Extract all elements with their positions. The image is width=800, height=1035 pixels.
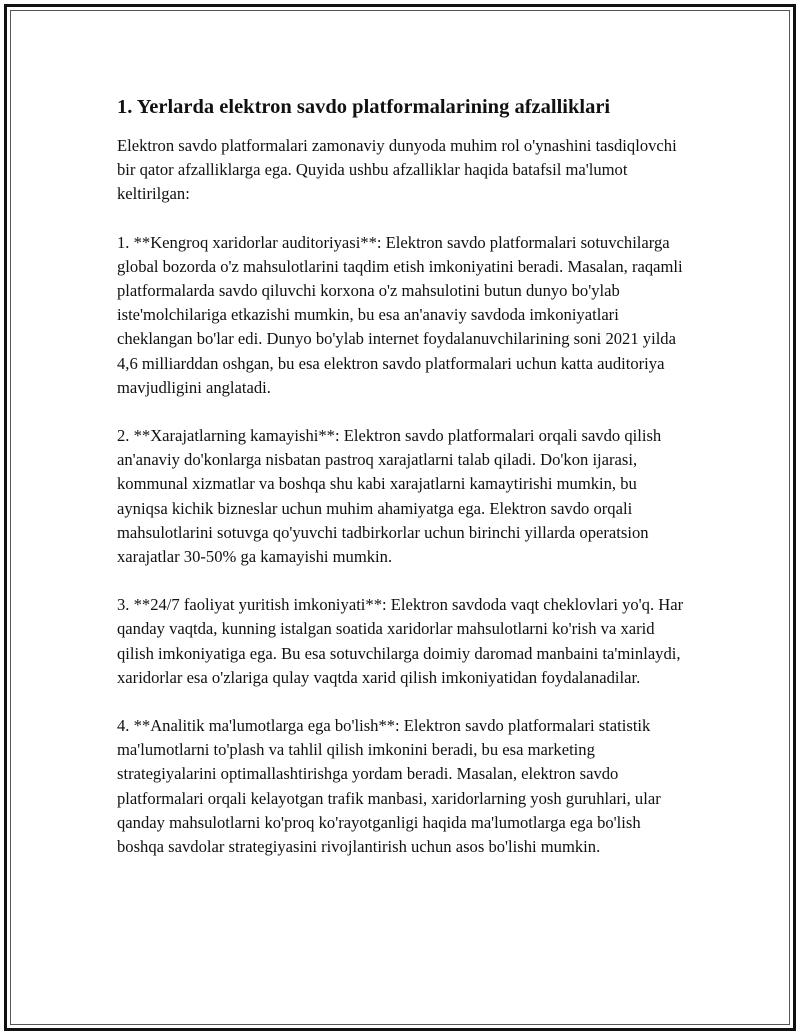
document-body bbox=[117, 92, 689, 883]
paragraph-item-1: 1. **Kengroq xaridorlar auditoriyasi**: Elektron savdo platformalari sotuvchilarga global bozorda o'z mahsulotlarini taqdim etish imkoniyatini beradi. Masalan, raqamli platformalarda savdo qiluvchi korxona o'z mahsulotini butun dunyo bo'ylab iste'molchilariga etkazishi mumkin, bu esa an'anaviy savdoda imkoniyatlari cheklangan bo'lar edi. Dunyo bo'ylab internet foydalanuvchilarining soni 2021 yilda 4,6 milliarddan oshgan, bu esa elektron savdo platformalari uchun katta auditoriya mavjudligini anglatadi. bbox=[117, 232, 683, 397]
document-title: 1. Yerlarda elektron savdo platformalarining afzalliklari bbox=[117, 96, 611, 118]
paragraph-item-2: 2. **Xarajatlarning kamayishi**: Elektron savdo platformalari orqali savdo qilish an'anaviy do'konlarga nisbatan pastroq xarajatlarni talab qiladi. Do'kon ijarasi, kommunal xizmatlar va boshqa shu kabi xarajatlarni kamaytirishi mumkin, bu ayniqsa kichik bizneslar uchun muhim ahamiyatga ega. Elektron savdo orqali mahsulotlarini sotuvga qo'yuvchi tadbirkorlar uchun birinchi yillarda operatsion xarajatlar 30-50% ga kamayishi mumkin. bbox=[117, 426, 662, 567]
intro-paragraph: Elektron savdo platformalari zamonaviy dunyoda muhim rol o'ynashini tasdiqlovchi bir qator afzalliklarga ega. Quyida ushbu afzalliklar haqida batafsil ma'lumot keltirilgan: bbox=[117, 136, 677, 204]
paragraph-item-4: 4. **Analitik ma'lumotlarga ega bo'lish**: Elektron savdo platformalari statistik ma'lumotlarni to'plash va tahlil qilish imkonini beradi, bu esa marketing strategiyalarini optimallashtirishga yordam beradi. Masalan, elektron savdo platformalari orqali kelayotgan trafik manbasi, xaridorlarning yosh guruhlari, ular qanday mahsulotlarni ko'proq ko'rayotganligi haqida ma'lumotlarga ega bo'lish boshqa savdolar strategiyasini rivojlantirish uchun asos bo'lishi mumkin. bbox=[117, 716, 661, 857]
paragraph-item-3: 3. **24/7 faoliyat yuritish imkoniyati**: Elektron savdoda vaqt cheklovlari yo'q. Har qanday vaqtda, kunning istalgan soatida xaridorlar mahsulotlarni ko'rish va xarid qilish imkoniyatiga ega. Bu esa sotuvchilarga doimiy daromad manbaini ta'minlaydi, xaridorlar esa o'zlariga qulay vaqtda xarid qilish imkoniyatidan foydalanadilar. bbox=[117, 595, 684, 687]
